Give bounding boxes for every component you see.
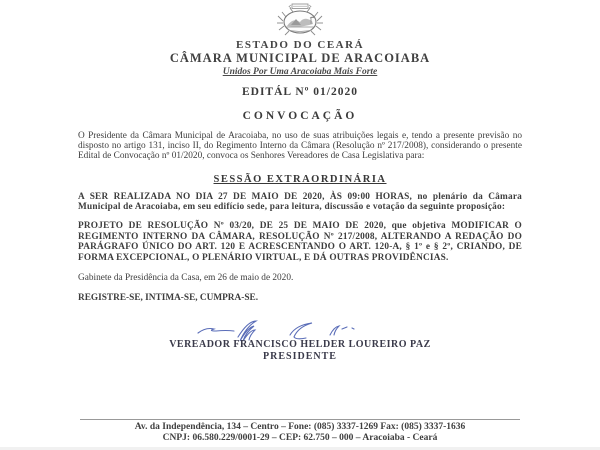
footer-registration: CNPJ: 06.580.229/0001-29 – CEP: 62.750 – 000 – Aracoiaba - Ceará: [162, 433, 438, 443]
municipality-name: CÂMARA MUNICIPAL DE ARACOIABA: [169, 51, 431, 65]
proposal-paragraph: PROJETO DE RESOLUÇÃO Nº 03/20, DE 25 DE MAIO DE 2020, que objetiva MODIFICAR O REGIMENTO INTERNO DA CÂMARA, RESOLUÇÃO Nº 217/2008, ALTERANDO A REDAÇÃO DO PARÁGRAFO ÚNICO DO ART. 120 E ACRESCENTANDO O ART. 120-A, § 1º e § 2º, CRIANDO, DE FORMA EXCEPCIONAL, O PLENÁRIO VIRTUAL, E DÁ OUTRAS PROVIDÊNCIAS.: [78, 221, 522, 263]
footer-divider: [80, 419, 520, 420]
municipality-motto: Unidos Por Uma Aracoiaba Mais Forte: [222, 67, 378, 77]
signer-role: PRESIDENTE: [263, 351, 337, 362]
session-details-paragraph: A SER REALIZADA NO DIA 27 DE MAIO DE 2020, ÀS 09:00 HORAS, no plenário da Câmara Municipal de Aracoiaba, em seu edifício sede, para leitura, discussão e votação da seguinte proposição:: [78, 192, 522, 212]
edital-number: EDITÁL Nº 01/2020: [241, 86, 358, 98]
signature-block: [0, 317, 600, 362]
document-header: [0, 0, 600, 122]
date-place-line: Gabinete da Presidência da Casa, em 26 de maio de 2020.: [78, 273, 294, 283]
footer-address: Av. da Independência, 134 – Centro – Fone: (085) 3337-1269 Fax: (085) 3337-1636: [134, 422, 466, 432]
order-line: REGISTRE-SE, INTIMA-SE, CUMPRA-SE.: [78, 293, 259, 303]
intro-paragraph: O Presidente da Câmara Municipal de Aracoiaba, no uso de suas atribuições legais e, tendo a presente previsão no disposto no artigo 131, inciso II, do Regimento Interno da Câmara (Resolução nº 217/2008), considerando o presente Edital de Convocação nº 01/2020, convoca os Senhores Vereadores de Casa Legislativa para:: [78, 131, 522, 161]
document-body: [0, 131, 600, 303]
document-title: CONVOCAÇÃO: [242, 110, 358, 122]
document-footer: [0, 419, 600, 444]
session-heading: SESSÃO EXTRAORDINÁRIA: [213, 174, 387, 185]
state-name: ESTADO DO CEARÁ: [235, 39, 365, 51]
signer-name: VEREADOR FRANCISCO HELDER LOUREIRO PAZ: [169, 339, 431, 350]
municipal-coat-of-arms-icon: [277, 3, 323, 37]
